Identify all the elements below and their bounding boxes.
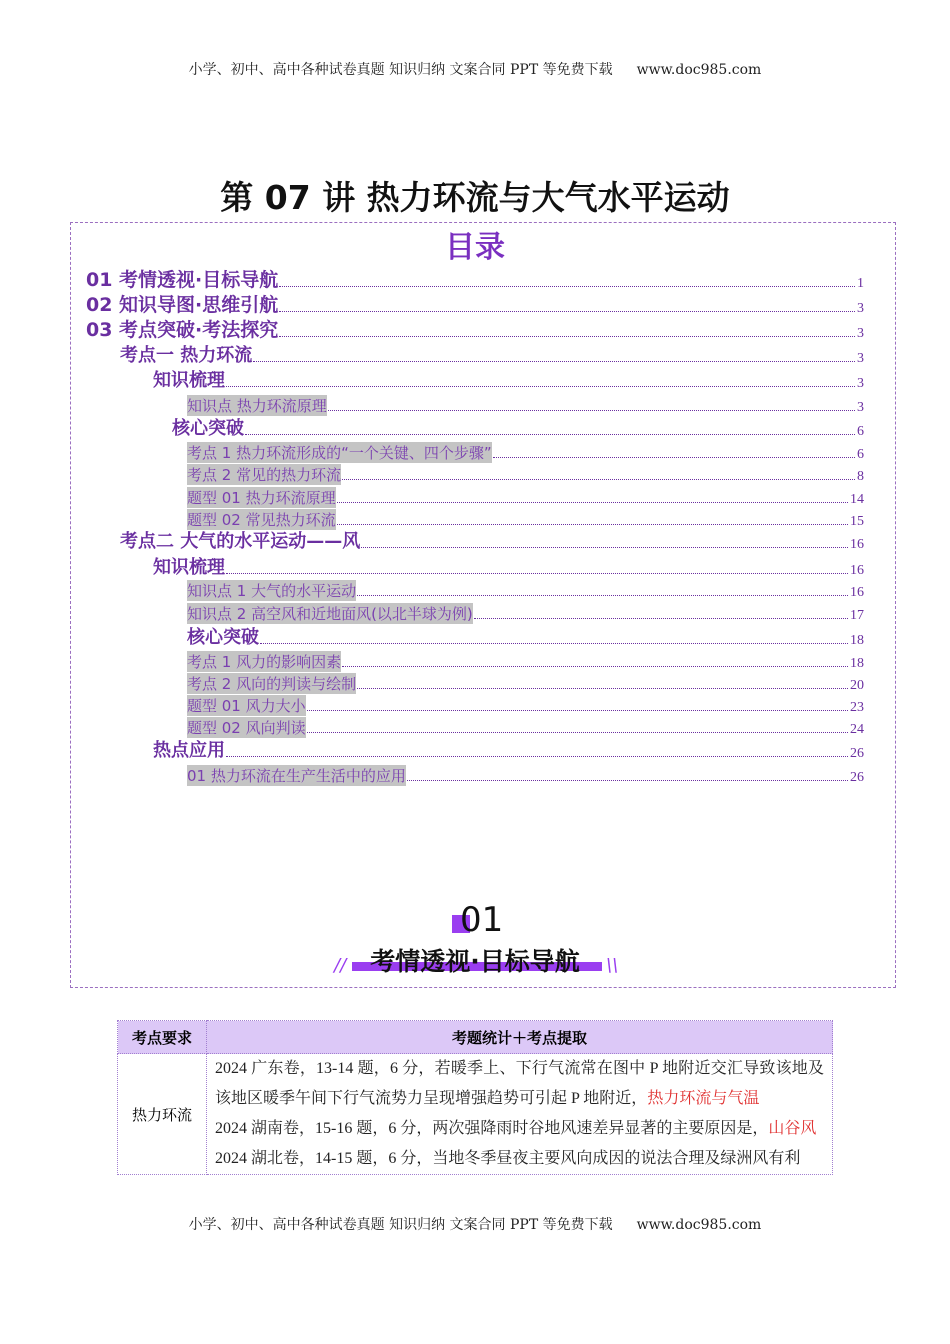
toc-entry-label: 核心突破 — [172, 418, 244, 439]
table-header-row — [118, 1021, 833, 1054]
toc-leader-dots — [493, 457, 855, 458]
toc-leader-dots — [407, 780, 848, 781]
stat-text: 2024 广东卷，13-14 题，6 分，若暖季上、下行气流常在图中 P 地附近交汇导致该地及该地区暖季午间下行气流势力呈现增强趋势可引起 P 地附近， — [215, 1060, 824, 1107]
toc-entry[interactable] — [187, 694, 864, 716]
toc-entry[interactable] — [86, 320, 864, 342]
toc-page-number: 3 — [857, 351, 864, 366]
toc-entry-label: 考点一 热力环流 — [120, 345, 253, 366]
stat-text: 2024 湖北卷，14-15 题，6 分，当地冬季昼夜主要风向成因的说法合理及绿洲风有利 — [215, 1150, 801, 1167]
toc-heading: 目录 — [445, 230, 505, 265]
toc-entry-label: 题型 01 风力大小 — [187, 697, 306, 715]
toc-page-number: 8 — [857, 469, 864, 484]
toc-leader-dots — [357, 688, 848, 689]
toc-entry-label: 02 知识导图·思维引航 — [86, 294, 279, 316]
toc-leader-dots — [307, 732, 848, 733]
toc-entry-label: 知识点 2 高空风和近地面风(以北半球为例) — [187, 605, 473, 623]
toc-page-number: 17 — [850, 608, 864, 623]
toc-entry-label: 01 考情透视·目标导航 — [86, 269, 279, 291]
toc-leader-dots — [260, 643, 848, 644]
toc-page-number: 6 — [857, 447, 864, 462]
toc-leader-dots — [342, 666, 848, 667]
page-footer — [0, 1214, 950, 1234]
toc-leader-dots — [361, 547, 848, 548]
toc-entry[interactable] — [187, 650, 864, 672]
toc-entry[interactable] — [187, 579, 864, 601]
toc-leader-dots — [337, 502, 848, 503]
requirement-cell: 热力环流 — [118, 1054, 207, 1175]
toc-entry-label: 考点 1 热力环流形成的“一个关键、四个步骤” — [187, 444, 492, 462]
toc-entry[interactable] — [86, 295, 864, 317]
exam-stats-table — [117, 1020, 833, 1175]
stat-item — [215, 1144, 824, 1174]
toc-page-number: 26 — [850, 746, 864, 761]
toc-entry-label: 题型 02 风向判读 — [187, 719, 306, 737]
table-row — [118, 1054, 833, 1175]
toc-leader-dots — [245, 434, 855, 435]
page-header — [0, 59, 950, 79]
col-header: 考点要求 — [118, 1021, 207, 1054]
toc-page-number: 3 — [857, 376, 864, 391]
toc-entry-label: 知识梳理 — [153, 557, 225, 578]
toc-entry[interactable] — [187, 441, 864, 463]
toc-page-number: 18 — [850, 633, 864, 648]
section-number: 01 — [460, 900, 504, 940]
stats-cell — [207, 1054, 833, 1175]
toc-entry[interactable] — [187, 486, 864, 508]
toc-entry[interactable] — [187, 602, 864, 624]
toc-leader-dots — [279, 336, 855, 337]
toc-page-number: 15 — [850, 514, 864, 529]
toc-entry[interactable] — [120, 345, 864, 367]
toc-leader-dots — [357, 595, 848, 596]
toc-entry[interactable] — [153, 557, 864, 579]
toc-entry[interactable] — [120, 531, 864, 553]
toc-entry[interactable] — [187, 672, 864, 694]
toc-entry-label: 考点 2 常见的热力环流 — [187, 466, 342, 484]
toc-entry-label: 考点二 大气的水平运动——风 — [120, 531, 361, 552]
toc-page-number: 24 — [850, 722, 864, 737]
toc-entry-label: 01 热力环流在生产生活中的应用 — [187, 767, 406, 785]
toc-leader-dots — [474, 618, 848, 619]
header-text: 小学、初中、高中各种试卷真题 知识归纳 文案合同 PPT 等免费下载 — [188, 62, 613, 78]
toc-entry-label: 03 考点突破·考法探究 — [86, 319, 279, 341]
toc-entry-label: 知识点 热力环流原理 — [187, 397, 327, 415]
toc-entry-label: 考点 2 风向的判读与绘制 — [187, 675, 357, 693]
footer-text: 小学、初中、高中各种试卷真题 知识归纳 文案合同 PPT 等免费下载 — [188, 1217, 613, 1233]
footer-url[interactable]: www.doc985.com — [636, 1217, 762, 1233]
toc-page-number: 16 — [850, 537, 864, 552]
toc-entry[interactable] — [172, 418, 864, 440]
header-url[interactable]: www.doc985.com — [636, 62, 762, 78]
toc-entry[interactable] — [153, 370, 864, 392]
toc-page-number: 16 — [850, 563, 864, 578]
toc-page-number: 3 — [857, 326, 864, 341]
stat-highlight: 山谷风 — [768, 1120, 817, 1137]
toc-page-number: 26 — [850, 770, 864, 785]
toc-leader-dots — [279, 286, 855, 287]
toc-page-number: 23 — [850, 700, 864, 715]
toc-page-number: 14 — [850, 492, 864, 507]
toc-leader-dots — [279, 311, 855, 312]
toc-entry[interactable] — [153, 740, 864, 762]
toc-entry[interactable] — [187, 627, 864, 649]
toc-entry[interactable] — [187, 394, 864, 416]
toc-entry-label: 考点 1 风力的影响因素 — [187, 653, 342, 671]
toc-entry-label: 核心突破 — [187, 627, 259, 648]
toc-leader-dots — [253, 361, 855, 362]
stat-highlight: 热力环流与气温 — [647, 1090, 760, 1107]
toc-leader-dots — [226, 386, 855, 387]
toc-leader-dots — [307, 710, 848, 711]
toc-entry-label: 知识梳理 — [153, 370, 225, 391]
toc-leader-dots — [328, 410, 855, 411]
toc-entry-label: 热点应用 — [153, 740, 225, 761]
section-title: 考情透视·目标导航 — [370, 947, 580, 976]
slash-decoration-right: \\ — [606, 955, 619, 976]
toc-entry[interactable] — [187, 716, 864, 738]
toc-page-number: 6 — [857, 424, 864, 439]
toc-page-number: 3 — [857, 301, 864, 316]
col-header: 考题统计＋考点提取 — [207, 1021, 833, 1054]
toc-leader-dots — [337, 524, 848, 525]
toc-leader-dots — [226, 756, 848, 757]
toc-page-number: 18 — [850, 656, 864, 671]
toc-leader-dots — [226, 573, 848, 574]
toc-entry-label: 题型 01 热力环流原理 — [187, 489, 336, 507]
toc-entry-label: 知识点 1 大气的水平运动 — [187, 582, 357, 600]
toc-page-number: 20 — [850, 678, 864, 693]
toc-leader-dots — [342, 479, 855, 480]
stat-item — [215, 1114, 824, 1144]
toc-page-number: 3 — [857, 400, 864, 415]
stat-item — [215, 1054, 824, 1114]
slash-decoration-left: // — [334, 955, 347, 976]
toc-entry[interactable] — [187, 463, 864, 485]
toc-page-number: 1 — [857, 276, 864, 291]
toc-entry-label: 题型 02 常见热力环流 — [187, 511, 336, 529]
toc-page-number: 16 — [850, 585, 864, 600]
document-title: 第 07 讲 热力环流与大气水平运动 — [220, 178, 730, 217]
stat-text: 2024 湖南卷，15-16 题，6 分，两次强降雨时谷地风速差异显著的主要原因是， — [215, 1120, 769, 1137]
toc-entry[interactable] — [187, 764, 864, 786]
toc-entry[interactable] — [86, 270, 864, 292]
